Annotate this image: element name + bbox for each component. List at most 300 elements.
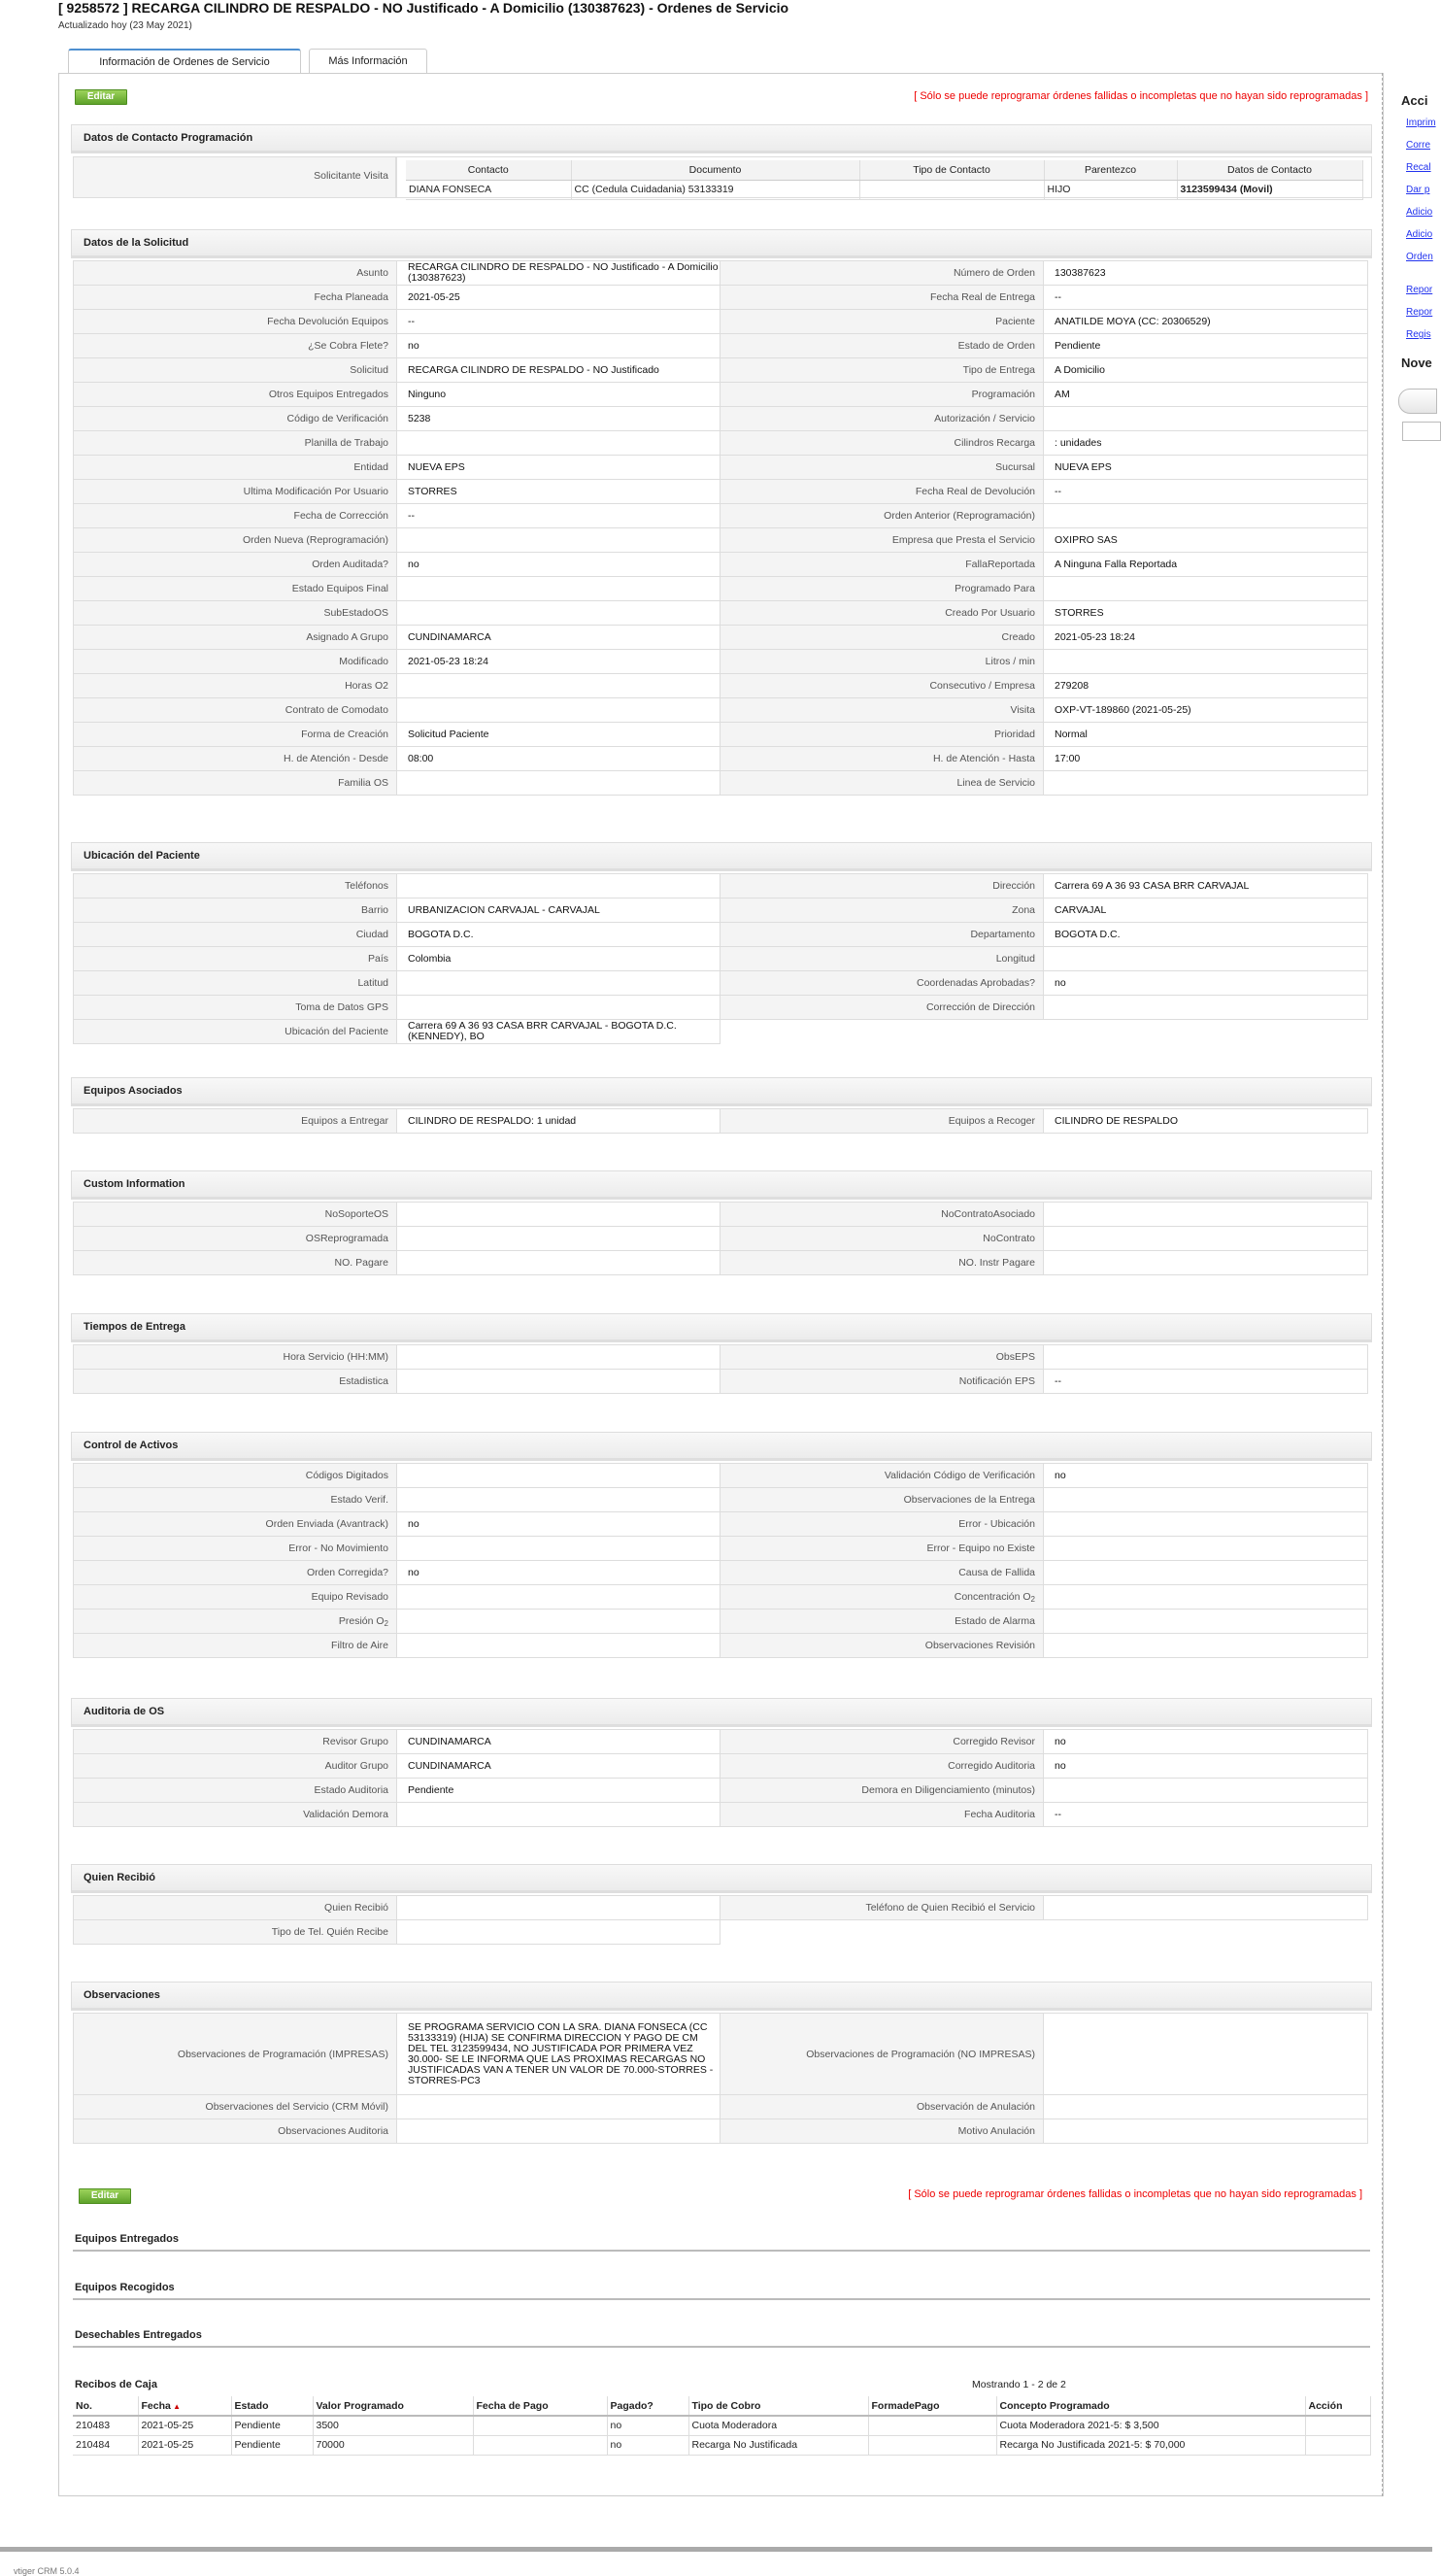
label-motivo-anulacion: Motivo Anulación (720, 2119, 1044, 2144)
field-row (74, 1779, 1368, 1803)
section-contacto: Datos de Contacto Programación (71, 124, 1372, 153)
value-fecha-devolucion-equipos: -- (397, 310, 720, 334)
field-row (74, 947, 1368, 971)
receipts-col-pagado[interactable]: Pagado? (607, 2396, 688, 2416)
label-fecha-de-correccion: Fecha de Corrección (74, 504, 397, 528)
label-estado-de-alarma: Estado de Alarma (720, 1610, 1044, 1634)
section-equipos-asociados: Equipos Asociados (71, 1077, 1372, 1106)
label-quien-recibio: Quien Recibió (74, 1896, 397, 1920)
contact-cell-documento: CC (Cedula Cuidadania) 53133319 (571, 180, 859, 199)
value-direccion: Carrera 69 A 36 93 CASA BRR CARVAJAL (1044, 874, 1368, 898)
section-quien-recibio: Quien Recibió (71, 1864, 1372, 1893)
contact-table (406, 160, 1363, 200)
value-ultima-modificacion-por-usuario: STORRES (397, 480, 720, 504)
receipts-cell-concepto-programado: Cuota Moderadora 2021-5: $ 3,500 (996, 2416, 1305, 2435)
edit-button-bottom[interactable]: Editar (79, 2188, 131, 2204)
field-row (74, 1585, 1368, 1610)
label-departamento: Departamento (720, 923, 1044, 947)
field-row (74, 898, 1368, 923)
contact-cell-contacto: DIANA FONSECA (406, 180, 571, 199)
label-orden-auditada: Orden Auditada? (74, 553, 397, 577)
receipts-cell-estado: Pendiente (231, 2435, 313, 2455)
label-telefono-de-quien-recibio-el-servicio: Teléfono de Quien Recibió el Servicio (720, 1896, 1044, 1920)
label-ciudad: Ciudad (74, 923, 397, 947)
label-observaciones-de-la-entrega: Observaciones de la Entrega (720, 1488, 1044, 1512)
label-autorizacion-servicio: Autorización / Servicio (720, 407, 1044, 431)
field-row (74, 480, 1368, 504)
value-coordenadas-aprobadas: no (1044, 971, 1368, 996)
recibos-count: Mostrando 1 - 2 de 2 (972, 2379, 1066, 2390)
label-error-equipo-no-existe: Error - Equipo no Existe (720, 1537, 1044, 1561)
sidebar-divider (1382, 73, 1383, 2496)
value-corregido-revisor: no (1044, 1730, 1368, 1754)
field-row (74, 971, 1368, 996)
value-forma-de-creacion: Solicitud Paciente (397, 723, 720, 747)
value-validacion-codigo-de-verificacion: no (1044, 1464, 1368, 1488)
equipos-entregados-title: Equipos Entregados (75, 2233, 179, 2245)
receipts-cell-formadepago (868, 2416, 996, 2435)
value-concentracion-o (1044, 1585, 1368, 1610)
value-programado-para (1044, 577, 1368, 601)
field-row (74, 383, 1368, 407)
value-fecha-planeada: 2021-05-25 (397, 286, 720, 310)
label-observaciones-de-programacion-impresas: Observaciones de Programación (IMPRESAS) (74, 2014, 397, 2095)
label-solicitud: Solicitud (74, 358, 397, 383)
label-observaciones-auditoria: Observaciones Auditoria (74, 2119, 397, 2144)
label-no-instr-pagare: NO. Instr Pagare (720, 1251, 1044, 1275)
value-orden-corregida: no (397, 1561, 720, 1585)
label-orden-corregida: Orden Corregida? (74, 1561, 397, 1585)
receipts-col-no[interactable]: No. (73, 2396, 138, 2416)
label-revisor-grupo: Revisor Grupo (74, 1730, 397, 1754)
value-planilla-de-trabajo (397, 431, 720, 456)
section-table-ubicacion-del-paciente (73, 873, 1368, 1044)
section-table-tiempos-de-entrega (73, 1344, 1368, 1394)
value-litros-min (1044, 650, 1368, 674)
value-observaciones-de-la-entrega (1044, 1488, 1368, 1512)
label-litros-min: Litros / min (720, 650, 1044, 674)
value-observaciones-auditoria (397, 2119, 720, 2144)
value-estado-de-alarma (1044, 1610, 1368, 1634)
label-corregido-revisor: Corregido Revisor (720, 1730, 1044, 1754)
field-row (74, 747, 1368, 771)
field-row (74, 407, 1368, 431)
field-row (74, 1730, 1368, 1754)
label-hora-servicio-hh-mm: Hora Servicio (HH:MM) (74, 1345, 397, 1370)
label-equipos-a-recoger: Equipos a Recoger (720, 1109, 1044, 1134)
section-table-control-de-activos (73, 1463, 1368, 1658)
value-orden-nueva-reprogramacion (397, 528, 720, 553)
section-table-datos-de-la-solicitud (73, 260, 1368, 796)
section-table-auditoria-de-os (73, 1729, 1368, 1827)
field-row (74, 1203, 1368, 1227)
contact-col-documento: Documento (571, 160, 859, 180)
receipts-cell-fecha-de-pago (473, 2416, 607, 2435)
footer-version: vtiger CRM 5.0.4 (14, 2566, 80, 2576)
value-demora-en-diligenciamiento-minutos (1044, 1779, 1368, 1803)
label-codigo-de-verificacion: Código de Verificación (74, 407, 397, 431)
label-h-de-atencion-hasta: H. de Atención - Hasta (720, 747, 1044, 771)
value-barrio: URBANIZACION CARVAJAL - CARVAJAL (397, 898, 720, 923)
section-observaciones: Observaciones (71, 1982, 1372, 2011)
value-equipos-a-entregar: CILINDRO DE RESPALDO: 1 unidad (397, 1109, 720, 1134)
field-row (74, 874, 1368, 898)
sort-asc-icon[interactable]: ▲ (170, 2401, 181, 2411)
value-error-equipo-no-existe (1044, 1537, 1368, 1561)
value-visita: OXP-VT-189860 (2021-05-25) (1044, 698, 1368, 723)
value-ciudad: BOGOTA D.C. (397, 923, 720, 947)
sidebar-action-link[interactable]: Corre (1406, 140, 1431, 151)
label-no-pagare: NO. Pagare (74, 1251, 397, 1275)
label-contrato-de-comodato: Contrato de Comodato (74, 698, 397, 723)
section-ubicacion-del-paciente: Ubicación del Paciente (71, 842, 1372, 871)
label-nocontratoasociado: NoContratoAsociado (720, 1203, 1044, 1227)
receipts-col-estado[interactable]: Estado (231, 2396, 313, 2416)
equipos-recogidos-title: Equipos Recogidos (75, 2282, 175, 2293)
value-fallareportada: A Ninguna Falla Reportada (1044, 553, 1368, 577)
section-custom-information: Custom Information (71, 1170, 1372, 1200)
value-estado-auditoria: Pendiente (397, 1779, 720, 1803)
section-table-quien-recibio (73, 1895, 1368, 1945)
field-row (74, 1634, 1368, 1658)
label-direccion: Dirección (720, 874, 1044, 898)
label-obseps: ObsEPS (720, 1345, 1044, 1370)
value-no-pagare (397, 1251, 720, 1275)
value-tipo-de-tel-quien-recibe (397, 1920, 720, 1945)
label-toma-de-datos-gps: Toma de Datos GPS (74, 996, 397, 1020)
label-planilla-de-trabajo: Planilla de Trabajo (74, 431, 397, 456)
field-row (74, 1610, 1368, 1634)
field-row (74, 2119, 1368, 2144)
sidebar-action-link[interactable]: Repor (1406, 285, 1433, 295)
edit-button-top[interactable]: Editar (75, 89, 127, 105)
field-row (74, 1020, 1368, 1044)
last-updated: Actualizado hoy (23 May 2021) (58, 20, 192, 31)
label-orden-nueva-reprogramacion: Orden Nueva (Reprogramación) (74, 528, 397, 553)
recibos-title: Recibos de Caja (75, 2379, 157, 2390)
value-equipo-revisado (397, 1585, 720, 1610)
receipts-cell-fecha: 2021-05-25 (138, 2435, 231, 2455)
field-row (74, 431, 1368, 456)
value-orden-anterior-reprogramacion (1044, 504, 1368, 528)
field-row (74, 626, 1368, 650)
label-asignado-a-grupo: Asignado A Grupo (74, 626, 397, 650)
table-row[interactable] (73, 2435, 1370, 2455)
sidebar-novedades-heading: Nove (1401, 356, 1432, 370)
value-modificado: 2021-05-23 18:24 (397, 650, 720, 674)
value-numero-de-orden: 130387623 (1044, 261, 1368, 286)
sidebar-action-link[interactable]: Repor (1406, 307, 1433, 318)
value-codigos-digitados (397, 1464, 720, 1488)
value-filtro-de-aire (397, 1634, 720, 1658)
receipts-cell-accion (1305, 2416, 1370, 2435)
label-corregido-auditoria: Corregido Auditoria (720, 1754, 1044, 1779)
value-revisor-grupo: CUNDINAMARCA (397, 1730, 720, 1754)
field-row (74, 1370, 1368, 1394)
label-forma-de-creacion: Forma de Creación (74, 723, 397, 747)
value-fecha-real-de-entrega: -- (1044, 286, 1368, 310)
field-row (74, 923, 1368, 947)
field-row (74, 996, 1368, 1020)
field-row (74, 1754, 1368, 1779)
value-fecha-real-de-devolucion: -- (1044, 480, 1368, 504)
label-paciente: Paciente (720, 310, 1044, 334)
sidebar-action-link[interactable]: Adicio (1406, 207, 1433, 218)
label-tipo-de-entrega: Tipo de Entrega (720, 358, 1044, 383)
tab-informacion[interactable]: Información de Ordenes de Servicio (68, 49, 301, 74)
field-row (74, 723, 1368, 747)
field-row (74, 1251, 1368, 1275)
label-fecha-real-de-devolucion: Fecha Real de Devolución (720, 480, 1044, 504)
label-creado: Creado (720, 626, 1044, 650)
value-causa-de-fallida (1044, 1561, 1368, 1585)
label-creado-por-usuario: Creado Por Usuario (720, 601, 1044, 626)
label-observaciones-del-servicio-crm-movil: Observaciones del Servicio (CRM Móvil) (74, 2095, 397, 2119)
value-observaciones-revision (1044, 1634, 1368, 1658)
field-row (74, 1561, 1368, 1585)
label-estado-de-orden: Estado de Orden (720, 334, 1044, 358)
label-telefonos: Teléfonos (74, 874, 397, 898)
sidebar-action-link[interactable]: Imprim (1406, 118, 1436, 128)
value-toma-de-datos-gps (397, 996, 720, 1020)
value-observaciones-de-programacion-no-impresas (1044, 2014, 1368, 2095)
value-motivo-anulacion (1044, 2119, 1368, 2144)
label-prioridad: Prioridad (720, 723, 1044, 747)
tab-mas-informacion[interactable]: Más Información (309, 49, 427, 74)
field-row (74, 1109, 1368, 1134)
label-familia-os: Familia OS (74, 771, 397, 796)
sidebar-actions-heading: Acci (1401, 93, 1428, 108)
contact-label: Solicitante Visita (314, 170, 388, 182)
footer-bar (0, 2547, 1432, 2552)
receipts-cell-valor-programado: 70000 (313, 2435, 473, 2455)
value-corregido-auditoria: no (1044, 1754, 1368, 1779)
value-equipos-a-recoger: CILINDRO DE RESPALDO (1044, 1109, 1368, 1134)
value-notificacion-eps: -- (1044, 1370, 1368, 1394)
value-h-de-atencion-desde: 08:00 (397, 747, 720, 771)
label-auditor-grupo: Auditor Grupo (74, 1754, 397, 1779)
value-estado-de-orden: Pendiente (1044, 334, 1368, 358)
label-latitud: Latitud (74, 971, 397, 996)
section-auditoria-de-os: Auditoria de OS (71, 1698, 1372, 1727)
page-title: [ 9258572 ] RECARGA CILINDRO DE RESPALDO - NO Justificado - A Domicilio (130387623) - Ordenes de Servicio (58, 0, 789, 16)
value-h-de-atencion-hasta: 17:00 (1044, 747, 1368, 771)
value-error-ubicacion (1044, 1512, 1368, 1537)
field-row (74, 1464, 1368, 1488)
receipts-cell-fecha-de-pago (473, 2435, 607, 2455)
value-latitud (397, 971, 720, 996)
value-auditor-grupo: CUNDINAMARCA (397, 1754, 720, 1779)
label-presion-o: Presión $O_2$ (74, 1610, 397, 1634)
value-pais: Colombia (397, 947, 720, 971)
label-observaciones-de-programacion-no-impresas: Observaciones de Programación (NO IMPRESAS) (720, 2014, 1044, 2095)
label-demora-en-diligenciamiento-minutos: Demora en Diligenciamiento (minutos) (720, 1779, 1044, 1803)
label-entidad: Entidad (74, 456, 397, 480)
receipts-cell-tipo-de-cobro: Recarga No Justificada (688, 2435, 868, 2455)
value-fecha-auditoria: -- (1044, 1803, 1368, 1827)
value-creado-por-usuario: STORRES (1044, 601, 1368, 626)
section-table-observaciones (73, 2013, 1368, 2144)
receipts-cell-no: 210484 (73, 2435, 138, 2455)
field-row (74, 1896, 1368, 1920)
value-creado: 2021-05-23 18:24 (1044, 626, 1368, 650)
field-row (74, 601, 1368, 626)
label-subestadoos: SubEstadoOS (74, 601, 397, 626)
divider (73, 2346, 1370, 2348)
receipts-cell-no: 210483 (73, 2416, 138, 2435)
field-row (74, 674, 1368, 698)
label-validacion-demora: Validación Demora (74, 1803, 397, 1827)
label-fecha-planeada: Fecha Planeada (74, 286, 397, 310)
sidebar-action-link[interactable]: Dar p (1406, 185, 1430, 195)
section-table-custom-information (73, 1202, 1368, 1275)
label-estado-auditoria: Estado Auditoria (74, 1779, 397, 1803)
value-subestadoos (397, 601, 720, 626)
divider (73, 2298, 1370, 2300)
section-datos-de-la-solicitud: Datos de la Solicitud (71, 229, 1372, 258)
value-hora-servicio-hh-mm (397, 1345, 720, 1370)
label-numero-de-orden: Número de Orden (720, 261, 1044, 286)
reprogram-warning-bottom: [ Sólo se puede reprogramar órdenes fallidas o incompletas que no hayan sido reprogramadas ] (908, 2188, 1362, 2200)
contact-col-parentezco: Parentezco (1044, 160, 1177, 180)
receipts-col-fecha-de-pago[interactable]: Fecha de Pago (473, 2396, 607, 2416)
value-programacion: AM (1044, 383, 1368, 407)
label-modificado: Modificado (74, 650, 397, 674)
value-observaciones-del-servicio-crm-movil (397, 2095, 720, 2119)
label-programacion: Programación (720, 383, 1044, 407)
value-se-cobra-flete: no (397, 334, 720, 358)
field-row (74, 771, 1368, 796)
label-ultima-modificacion-por-usuario: Ultima Modificación Por Usuario (74, 480, 397, 504)
value-no-instr-pagare (1044, 1251, 1368, 1275)
value-correccion-de-direccion (1044, 996, 1368, 1020)
field-row (74, 2095, 1368, 2119)
value-fecha-de-correccion: -- (397, 504, 720, 528)
contact-col-contacto: Contacto (406, 160, 571, 180)
field-row (74, 1488, 1368, 1512)
receipts-col-fecha[interactable]: Fecha ▲ (138, 2396, 231, 2416)
field-row (74, 650, 1368, 674)
receipts-cell-tipo-de-cobro: Cuota Moderadora (688, 2416, 868, 2435)
label-coordenadas-aprobadas: Coordenadas Aprobadas? (720, 971, 1044, 996)
label-nocontrato: NoContrato (720, 1227, 1044, 1251)
value-familia-os (397, 771, 720, 796)
receipts-col-accion[interactable]: Acción (1305, 2396, 1370, 2416)
contact-cell-tipo-de-contacto (859, 180, 1044, 199)
receipts-cell-formadepago (868, 2435, 996, 2455)
contact-col-tipo-de-contacto: Tipo de Contacto (859, 160, 1044, 180)
value-sucursal: NUEVA EPS (1044, 456, 1368, 480)
label-tipo-de-tel-quien-recibe: Tipo de Tel. Quién Recibe (74, 1920, 397, 1945)
label-programado-para: Programado Para (720, 577, 1044, 601)
label-nosoporteos: NoSoporteOS (74, 1203, 397, 1227)
value-codigo-de-verificacion: 5238 (397, 407, 720, 431)
receipts-col-formadepago[interactable]: FormadePago (868, 2396, 996, 2416)
value-orden-auditada: no (397, 553, 720, 577)
receipts-cell-concepto-programado: Recarga No Justificada 2021-5: $ 70,000 (996, 2435, 1305, 2455)
field-row (74, 2014, 1368, 2095)
value-otros-equipos-entregados: Ninguno (397, 383, 720, 407)
field-row (74, 504, 1368, 528)
value-nocontrato (1044, 1227, 1368, 1251)
label-error-ubicacion: Error - Ubicación (720, 1512, 1044, 1537)
value-autorizacion-servicio (1044, 407, 1368, 431)
value-cilindros-recarga: : unidades (1044, 431, 1368, 456)
label-correccion-de-direccion: Corrección de Dirección (720, 996, 1044, 1020)
value-estadistica (397, 1370, 720, 1394)
desechables-entregados-title: Desechables Entregados (75, 2329, 202, 2341)
label-visita: Visita (720, 698, 1044, 723)
field-row (74, 286, 1368, 310)
contact-cell-datos-de-contacto: 3123599434 (Movil) (1177, 180, 1362, 199)
value-horas-o2 (397, 674, 720, 698)
receipts-cell-fecha: 2021-05-25 (138, 2416, 231, 2435)
label-observaciones-revision: Observaciones Revisión (720, 1634, 1044, 1658)
field-row (74, 1920, 1368, 1945)
value-obseps (1044, 1345, 1368, 1370)
value-ubicacion-del-paciente: Carrera 69 A 36 93 CASA BRR CARVAJAL - BOGOTA D.C. (KENNEDY), BO (397, 1020, 720, 1044)
field-row (74, 261, 1368, 286)
value-observacion-de-anulacion (1044, 2095, 1368, 2119)
table-row[interactable] (73, 2416, 1370, 2435)
label-sucursal: Sucursal (720, 456, 1044, 480)
reprogram-warning-top: [ Sólo se puede reprogramar órdenes fallidas o incompletas que no hayan sido reprogramadas ] (914, 90, 1368, 102)
field-row (74, 358, 1368, 383)
label-fecha-real-de-entrega: Fecha Real de Entrega (720, 286, 1044, 310)
sidebar-widget-input[interactable] (1402, 422, 1441, 441)
value-longitud (1044, 947, 1368, 971)
value-asignado-a-grupo: CUNDINAMARCA (397, 626, 720, 650)
sidebar-action-link[interactable]: Recal (1406, 162, 1431, 173)
receipts-table (73, 2396, 1371, 2456)
field-row (74, 1345, 1368, 1370)
receipts-cell-estado: Pendiente (231, 2416, 313, 2435)
value-departamento: BOGOTA D.C. (1044, 923, 1368, 947)
sidebar-action-link[interactable]: Orden (1406, 252, 1433, 262)
field-row (74, 334, 1368, 358)
sidebar-widget-icon (1398, 389, 1437, 414)
value-nocontratoasociado (1044, 1203, 1368, 1227)
receipts-col-tipo-de-cobro[interactable]: Tipo de Cobro (688, 2396, 868, 2416)
value-consecutivo-empresa: 279208 (1044, 674, 1368, 698)
sidebar-action-link[interactable]: Adicio (1406, 229, 1433, 240)
receipts-col-valor-programado[interactable]: Valor Programado (313, 2396, 473, 2416)
label-orden-enviada-avantrack: Orden Enviada (Avantrack) (74, 1512, 397, 1537)
contact-cell-parentezco: HIJO (1044, 180, 1177, 199)
divider (73, 2250, 1370, 2252)
sidebar-action-link[interactable]: Regis (1406, 329, 1431, 340)
receipts-cell-accion (1305, 2435, 1370, 2455)
field-row (74, 1537, 1368, 1561)
value-prioridad: Normal (1044, 723, 1368, 747)
value-paciente: ANATILDE MOYA (CC: 20306529) (1044, 310, 1368, 334)
label-linea-de-servicio: Linea de Servicio (720, 771, 1044, 796)
label-ubicacion-del-paciente: Ubicación del Paciente (74, 1020, 397, 1044)
field-row (74, 577, 1368, 601)
value-telefono-de-quien-recibio-el-servicio (1044, 1896, 1368, 1920)
value-nosoporteos (397, 1203, 720, 1227)
label-estado-verif: Estado Verif. (74, 1488, 397, 1512)
contact-col-datos-de-contacto: Datos de Contacto (1177, 160, 1362, 180)
label-causa-de-fallida: Causa de Fallida (720, 1561, 1044, 1585)
value-estado-verif (397, 1488, 720, 1512)
label-se-cobra-flete: ¿Se Cobra Flete? (74, 334, 397, 358)
section-control-de-activos: Control de Activos (71, 1432, 1372, 1461)
value-orden-enviada-avantrack: no (397, 1512, 720, 1537)
label-fallareportada: FallaReportada (720, 553, 1044, 577)
receipts-col-concepto-programado[interactable]: Concepto Programado (996, 2396, 1305, 2416)
label-fecha-devolucion-equipos: Fecha Devolución Equipos (74, 310, 397, 334)
